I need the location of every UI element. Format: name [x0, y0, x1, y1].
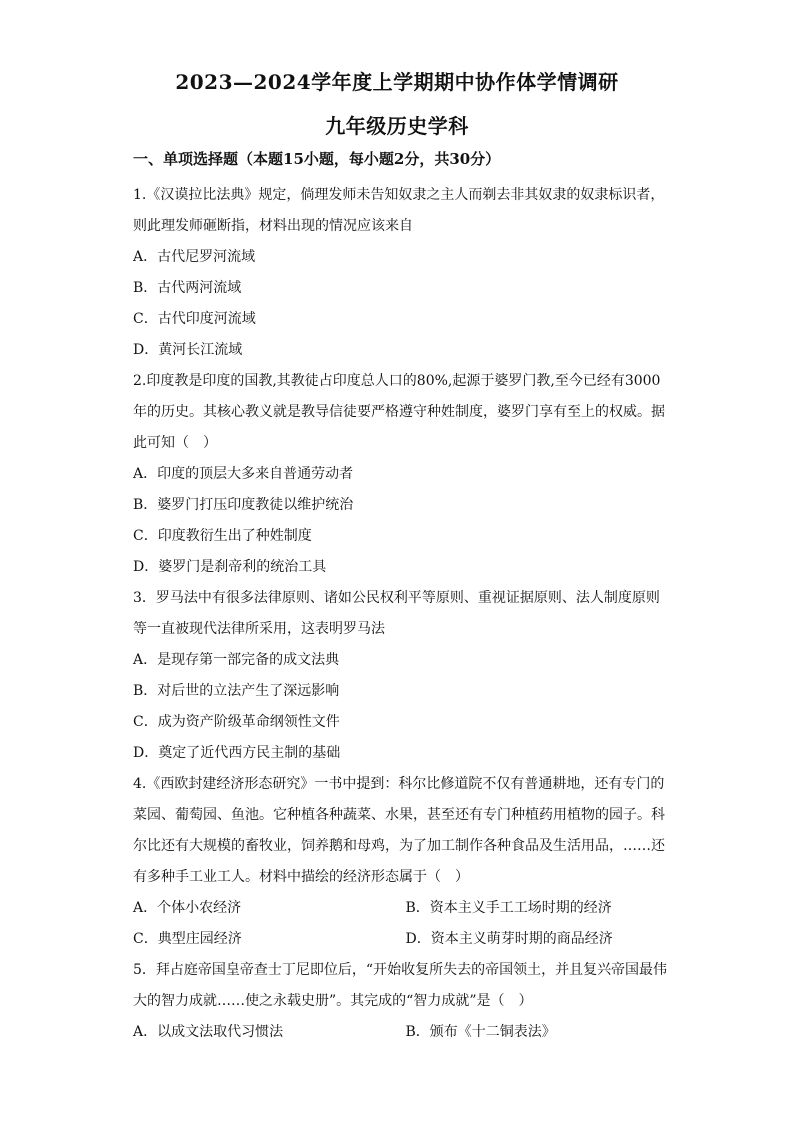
exam-title: 2023—2024学年度上学期期中协作体学情调研 [175, 70, 619, 94]
option-a: A．以成文法取代习惯法 [133, 1024, 284, 1040]
question-5 [133, 955, 678, 1048]
option-c: C．典型庄园经济 [133, 931, 242, 947]
option-row [133, 893, 678, 924]
option-a: A．是现存第一部完备的成文法典 [133, 652, 340, 668]
question-2 [133, 366, 678, 583]
option-b: B．古代两河流域 [133, 280, 242, 296]
option-a: A．古代尼罗河流域 [133, 249, 256, 265]
option-d: D．资本主义萌芽时期的商品经济 [405, 931, 613, 947]
option-c: C．印度教衍生出了种姓制度 [133, 528, 312, 544]
question-text-line: 5．拜占庭帝国皇帝查士丁尼即位后，“开始收复所失去的帝国领土，并且复兴帝国最伟 [133, 962, 668, 978]
option-b: B．颁布《十二铜表法》 [405, 1024, 556, 1040]
option-b: B．婆罗门打压印度教徒以维护统治 [133, 497, 354, 513]
option-c: C．成为资产阶级革命纲领性文件 [133, 714, 340, 730]
question-1 [133, 180, 678, 366]
question-text-line: 年的历史。其核心教义就是教导信徒要严格遵守种姓制度，婆罗门享有至上的权威。据 [133, 404, 665, 420]
question-text-line: 有多种手工业工人。材料中描绘的经济形态属于（ ） [133, 869, 469, 885]
question-text-line: 2.印度教是印度的国教,其教徒占印度总人口的80%,起源于婆罗门教,至今已经有3000 [133, 373, 661, 389]
exam-subject: 九年级历史学科 [325, 114, 469, 138]
option-b: B．对后世的立法产生了深远影响 [133, 683, 340, 699]
question-text-line: 大的智力成就……使之永载史册”。其完成的“智力成就”是（ ） [133, 993, 533, 1009]
question-text-line: 3．罗马法中有很多法律原则、诸如公民权利平等原则、重视证据原则、法人制度原则 [133, 590, 660, 606]
option-a: A．个体小农经济 [133, 900, 242, 916]
option-d: D．婆罗门是刹帝利的统治工具 [133, 559, 327, 575]
question-text-line: 尔比还有大规模的畜牧业，饲养鹅和母鸡，为了加工制作各种食品及生活用品，……还 [133, 838, 665, 854]
option-b: B．资本主义手工工场时期的经济 [405, 900, 612, 916]
question-text-line: 1.《汉谟拉比法典》规定，倘理发师未告知奴隶之主人而剃去非其奴隶的奴隶标识者， [133, 187, 665, 203]
option-a: A．印度的顶层大多来自普通劳动者 [133, 466, 354, 482]
question-3 [133, 583, 678, 769]
question-4 [133, 769, 678, 955]
option-d: D．奠定了近代西方民主制的基础 [133, 745, 341, 761]
section-heading: 一、单项选择题（本题15小题，每小题2分，共30分） [133, 150, 501, 168]
question-text-line: 等一直被现代法律所采用，这表明罗马法 [133, 621, 385, 637]
question-text-line: 此可知（ ） [133, 435, 217, 451]
option-d: D．黄河长江流域 [133, 342, 243, 358]
option-row [133, 924, 678, 955]
question-list [133, 180, 678, 1048]
question-text-line: 则此理发师砸断指，材料出现的情况应该来自 [133, 218, 413, 234]
question-text-line: 菜园、葡萄园、鱼池。它种植各种蔬菜、水果，甚至还有专门种植药用植物的园子。科 [133, 807, 665, 823]
question-text-line: 4.《西欧封建经济形态研究》一书中提到：科尔比修道院不仅有普通耕地，还有专门的 [133, 776, 665, 792]
option-row [133, 1017, 678, 1048]
option-c: C．古代印度河流域 [133, 311, 256, 327]
